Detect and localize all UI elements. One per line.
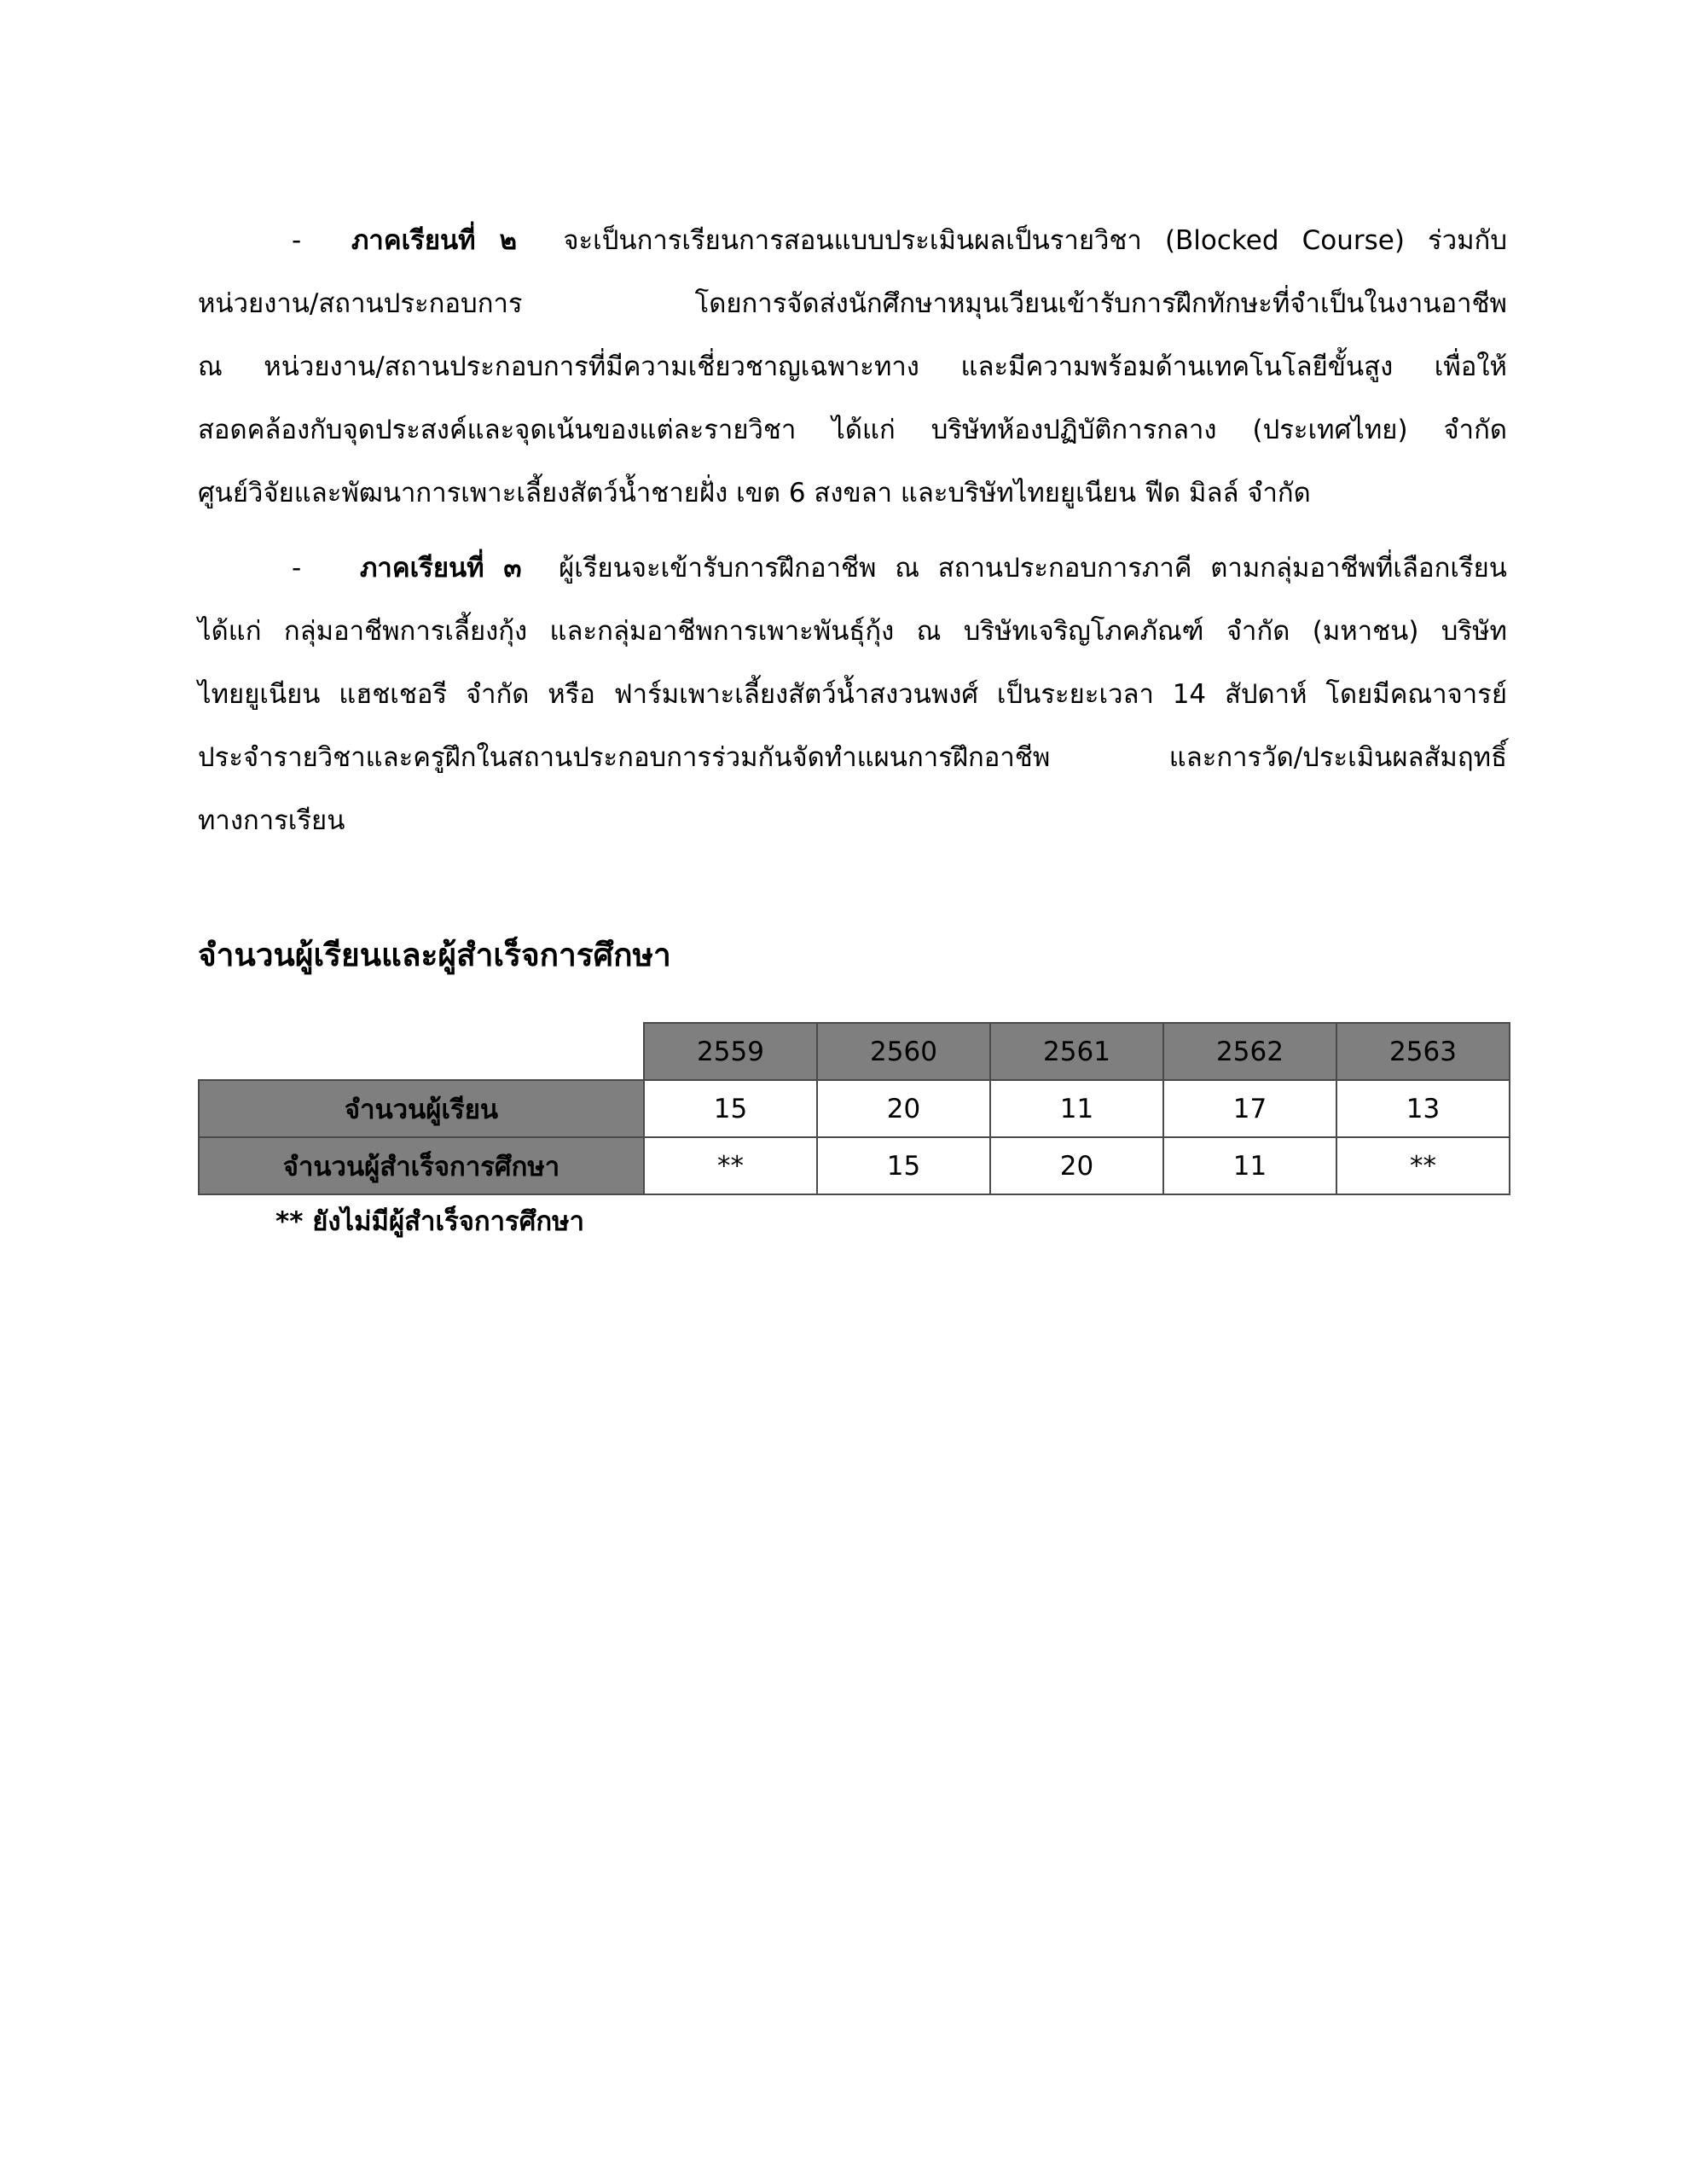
table-cell: ** <box>1336 1137 1510 1194</box>
table-row <box>199 1080 1510 1137</box>
semester-label: ภาคเรียนที่ ๒ <box>351 225 518 256</box>
paragraph-line: ประจำรายวิชาและครูฝึกในสถานประกอบการร่วมกันจัดทำแผนการฝึกอาชีพ และการวัด/ประเมินผลสัมฤทธิ์ <box>198 742 1507 773</box>
paragraph-line: ทางการเรียน <box>198 805 345 836</box>
paragraph-line <box>198 549 1507 587</box>
bullet-dash: - <box>292 225 302 256</box>
paragraph-line: หน่วยงาน/สถานประกอบการ โดยการจัดส่งนักศึกษาหมุนเวียนเข้ารับการฝึกทักษะที่จำเป็นในงานอาชีพ <box>198 288 1507 319</box>
paragraph-text: ผู้เรียนจะเข้ารับการฝึกอาชีพ ณ สถานประกอบการภาคี ตามกลุ่มอาชีพที่เลือกเรียน <box>559 553 1507 584</box>
table-footnote: ** ยังไม่มีผู้สำเร็จการศึกษา <box>275 1206 584 1237</box>
table-cell: 11 <box>1163 1137 1336 1194</box>
table-row <box>199 1137 1510 1194</box>
year-header: 2560 <box>817 1023 990 1080</box>
table-cell: 13 <box>1336 1080 1510 1137</box>
table-cell: 17 <box>1163 1080 1336 1137</box>
table-cell: ** <box>644 1137 817 1194</box>
paragraph-line: ได้แก่ กลุ่มอาชีพการเลี้ยงกุ้ง และกลุ่มอาชีพการเพาะพันธุ์กุ้ง ณ บริษัทเจริญโภคภัณฑ์ จำกัด (มหาชน) บริษัท <box>198 616 1507 647</box>
table-header-row <box>199 1023 1510 1080</box>
paragraph-text: จะเป็นการเรียนการสอนแบบประเมินผลเป็นรายวิชา (Blocked Course) ร่วมกับ <box>563 225 1507 256</box>
row-label: จำนวนผู้เรียน <box>199 1080 644 1137</box>
table-cell: 15 <box>817 1137 990 1194</box>
year-header: 2559 <box>644 1023 817 1080</box>
paragraph-line: ศูนย์วิจัยและพัฒนาการเพาะเลี้ยงสัตว์น้ำชายฝั่ง เขต 6 สงขลา และบริษัทไทยยูเนียน ฟีด มิลล์ จำกัด <box>198 478 1311 508</box>
table-cell: 11 <box>990 1080 1163 1137</box>
year-header: 2561 <box>990 1023 1163 1080</box>
table-cell: 20 <box>990 1137 1163 1194</box>
semester-label: ภาคเรียนที่ ๓ <box>360 553 522 584</box>
row-label: จำนวนผู้สำเร็จการศึกษา <box>199 1137 644 1194</box>
paragraph-line: ไทยยูเนียน แฮชเชอรี จำกัด หรือ ฟาร์มเพาะเลี้ยงสัตว์น้ำสงวนพงศ์ เป็นระยะเวลา 14 สัปดาห์ โดยมีคณาจารย์ <box>198 679 1507 710</box>
year-header: 2562 <box>1163 1023 1336 1080</box>
paragraph-line <box>198 222 1507 259</box>
paragraph-line: ณ หน่วยงาน/สถานประกอบการที่มีความเชี่ยวชาญเฉพาะทาง และมีความพร้อมด้านเทคโนโลยีขั้นสูง เพื่อให้ <box>198 351 1507 382</box>
paragraph-line: สอดคล้องกับจุดประสงค์และจุดเน้นของแต่ละรายวิชา ได้แก่ บริษัทห้องปฏิบัติการกลาง (ประเทศไทย) จำกัด <box>198 415 1507 445</box>
table-corner-cell <box>199 1023 644 1080</box>
year-header: 2563 <box>1336 1023 1510 1080</box>
section-heading: จำนวนผู้เรียนและผู้สำเร็จการศึกษา <box>198 937 671 973</box>
bullet-dash: - <box>292 553 302 584</box>
enrollment-table <box>198 1022 1510 1195</box>
table-cell: 20 <box>817 1080 990 1137</box>
table-cell: 15 <box>644 1080 817 1137</box>
